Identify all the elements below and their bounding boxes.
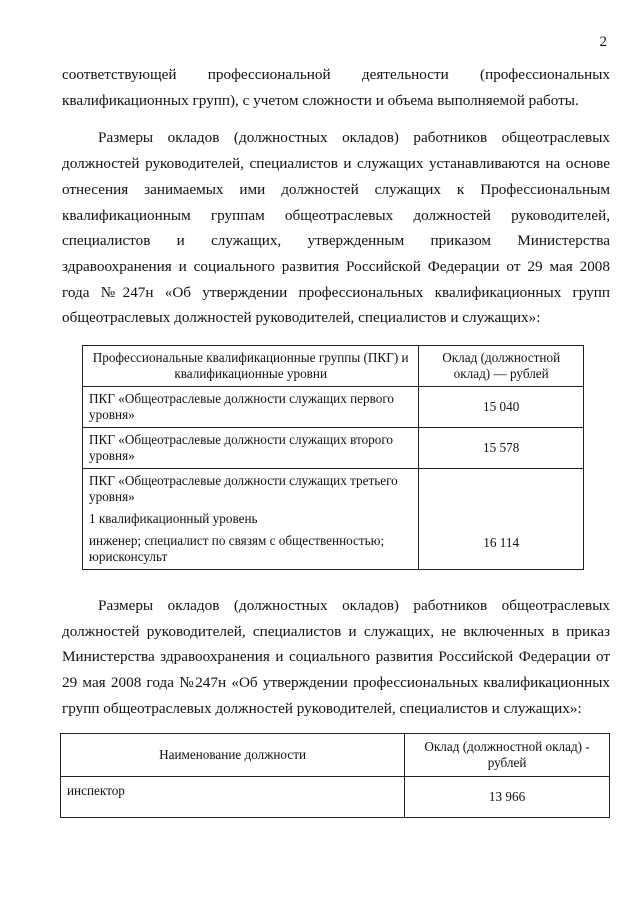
salary-cell: 15 040: [419, 387, 584, 428]
paragraph-other-positions: Размеры окладов (должностных окладов) работников общеотраслевых должностей руководителей, специалистов и служащих, не включенных в приказ Министерства здравоохранения и социального развития Российской Федерации от 29 мая 2008 года №247н «Об утверждении профессиональных квалификационных групп общеотраслевых должностей руководителей, специалистов и служащих»:: [62, 597, 610, 717]
column-header-group: Профессиональные квалификационные группы (ПКГ) и квалификационные уровни: [83, 346, 419, 387]
salary-cell: 16 114: [419, 469, 584, 570]
group-cell: [83, 469, 419, 570]
position-salary-table: [60, 733, 610, 818]
table-header-row: [83, 346, 584, 387]
paragraph-salary-basis: Размеры окладов (должностных окладов) работников общеотраслевых должностей руководителей, специалистов и служащих устанавливаются на основе отнесения занимаемых ими должностей служащих к Профессиональным квалификационным группам общеотраслевых должностей руководителей, специалистов и служащих, утвержденным приказом Министерства здравоохранения и социального развития Российской Федерации от 29 мая 2008 года №247н «Об утверждении профессиональных квалификационных групп общеотраслевых должностей руководителей, специалистов и служащих»:: [62, 129, 610, 327]
salary-cell: 13 966: [405, 777, 610, 818]
group-cell: ПКГ «Общеотраслевые должности служащих первого уровня»: [83, 387, 419, 428]
qualification-level: 1 квалификационный уровень: [89, 511, 258, 526]
table-row: [83, 387, 584, 428]
column-header-salary: Оклад (должностной оклад) - рублей: [405, 734, 610, 777]
group-name: ПКГ «Общеотраслевые должности служащих третьего уровня»: [89, 473, 398, 504]
salary-cell: 15 578: [419, 428, 584, 469]
table-row: [61, 777, 610, 818]
column-header-salary: Оклад (должностной оклад) — рублей: [419, 346, 584, 387]
page-number: 2: [599, 34, 607, 50]
document-body-continued: [62, 593, 610, 722]
group-cell: ПКГ «Общеотраслевые должности служащих второго уровня»: [83, 428, 419, 469]
positions-list: инженер; специалист по связям с общественностью; юрисконсульт: [89, 533, 385, 564]
position-cell: инспектор: [61, 777, 405, 818]
table-row: [83, 469, 584, 570]
table-row: [83, 428, 584, 469]
document-body: [62, 62, 610, 331]
column-header-position: Наименование должности: [61, 734, 405, 777]
paragraph-intro: соответствующей профессиональной деятельности (профессиональных квалификационных групп), с учетом сложности и объема выполняемой работы.: [62, 66, 610, 109]
pkg-salary-table: [82, 345, 584, 570]
table-header-row: [61, 734, 610, 777]
